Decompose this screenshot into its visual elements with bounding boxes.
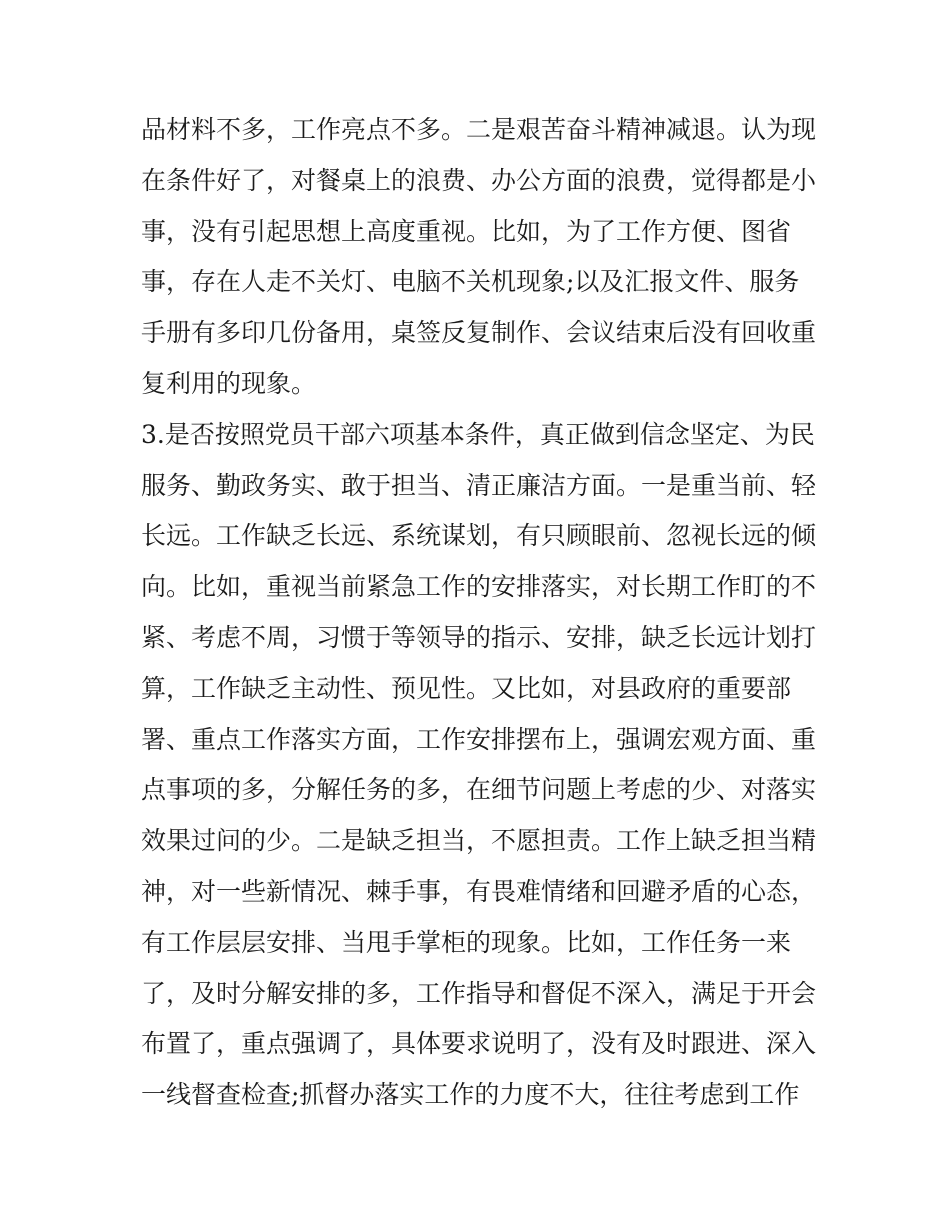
text-line: 了，及时分解安排的多，工作指导和督促不深入，满足于开会 bbox=[141, 978, 817, 1008]
text-line: 一线督查检查;抓督办落实工作的力度不大，往往考虑到工作 bbox=[141, 1080, 800, 1110]
text-line: 长远。工作缺乏长远、系统谋划，有只顾眼前、忽视长远的倾 bbox=[141, 521, 817, 551]
text-line: 布置了，重点强调了，具体要求说明了，没有及时跟进、深入 bbox=[141, 1029, 817, 1059]
text-line: 有工作层层安排、当甩手掌柜的现象。比如，工作任务一来 bbox=[141, 927, 792, 957]
text-line: 复利用的现象。 bbox=[141, 368, 317, 398]
text-line: 手册有多印几份备用，桌签反复制作、会议结束后没有回收重 bbox=[141, 318, 817, 348]
text-line: 署、重点工作落实方面，工作安排摆布上，强调宏观方面、重 bbox=[141, 724, 817, 754]
text-line: 效果过问的少。二是缺乏担当，不愿担责。工作上缺乏担当精 bbox=[141, 826, 817, 856]
text-line: 在条件好了，对餐桌上的浪费、办公方面的浪费，觉得都是小 bbox=[141, 165, 817, 195]
text-line: 事，没有引起思想上高度重视。比如，为了工作方便、图省 bbox=[141, 216, 792, 246]
text-line: 向。比如，重视当前紧急工作的安排落实，对长期工作盯的不 bbox=[141, 572, 817, 602]
text-line: 紧、考虑不周，习惯于等领导的指示、安排，缺乏长远计划打 bbox=[141, 622, 817, 652]
text-line: 品材料不多，工作亮点不多。二是艰苦奋斗精神减退。认为现 bbox=[141, 115, 817, 144]
text-line: 服务、勤政务实、敢于担当、清正廉洁方面。一是重当前、轻 bbox=[141, 470, 817, 500]
text-line: 事，存在人走不关灯、电脑不关机现象;以及汇报文件、服务 bbox=[141, 267, 800, 297]
body-text bbox=[141, 105, 821, 1121]
text-line: 点事项的多，分解任务的多，在细节问题上考虑的少、对落实 bbox=[141, 775, 817, 805]
text-line: 算，工作缺乏主动性、预见性。又比如，对县政府的重要部 bbox=[141, 673, 792, 703]
text-line: 神，对一些新情况、棘手事，有畏难情绪和回避矛盾的心态， bbox=[141, 876, 817, 906]
text-line: 3.是否按照党员干部六项基本条件，真正做到信念坚定、为民 bbox=[141, 419, 815, 449]
